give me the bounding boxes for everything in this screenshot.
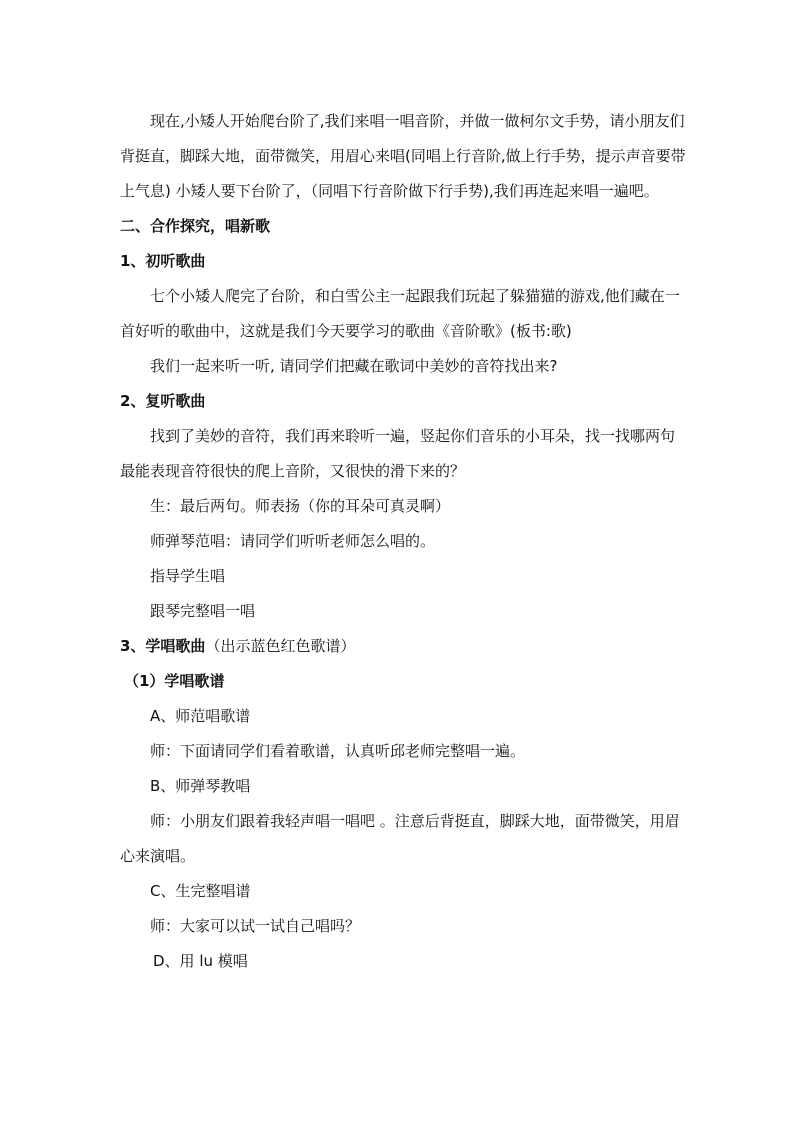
subheading-first-listen: 1、初听歌曲 [120, 252, 206, 270]
line-step-c: C、生完整唱谱 [150, 882, 251, 900]
line-step-b: B、师弹琴教唱 [150, 777, 251, 795]
subheading-learn-song-title: 3、学唱歌曲 [120, 637, 206, 655]
line-student-answer: 生：最后两句。师表扬（你的耳朵可真灵啊） [150, 497, 451, 515]
paragraph-hide-seek: 七个小矮人爬完了台阶，和白雪公主一起跟我们玩起了躲猫猫的游戏,他们藏在一首好听的歌曲中，这就是我们今天要学习的歌曲《音阶歌》(板书:歌) [120, 287, 680, 340]
document-body [120, 104, 686, 979]
paragraph-find-notes: 找到了美妙的音符，我们再来聆听一遍，竖起你们音乐的小耳朵，找一找哪两句最能表现音符很快的爬上音阶，又很快的滑下来的？ [120, 427, 676, 480]
section-heading-2: 二、合作探究，唱新歌 [120, 217, 271, 235]
line-teacher-demo: 师弹琴范唱：请同学们听听老师怎么唱的。 [150, 532, 436, 550]
line-step-a-detail: 师：下面请同学们看着歌谱，认真听邱老师完整唱一遍。 [150, 742, 526, 760]
line-full-sing: 跟琴完整唱一唱 [150, 602, 256, 620]
line-step-d: D、用 lu 模唱 [153, 952, 248, 970]
line-step-a: A、师范唱歌谱 [150, 707, 251, 725]
paragraph-listen: 我们一起来听一听, 请同学们把藏在歌词中美妙的音符找出来? [150, 357, 558, 375]
subheading-learn-score: （1）学唱歌谱 [124, 672, 225, 690]
subheading-learn-song-note: （出示蓝色红色歌谱） [205, 637, 356, 655]
subheading-second-listen: 2、复听歌曲 [120, 392, 206, 410]
subheading-learn-song [120, 629, 686, 664]
line-guide: 指导学生唱 [150, 567, 226, 585]
line-step-c-detail: 师：大家可以试一试自己唱吗？ [150, 917, 361, 935]
paragraph-step-b-detail: 师：小朋友们跟着我轻声唱一唱吧 。注意后背挺直，脚踩大地，面带微笑，用眉心来演唱。 [120, 812, 680, 865]
paragraph-intro: 现在,小矮人开始爬台阶了,我们来唱一唱音阶，并做一做柯尔文手势，请小朋友们背挺直，脚踩大地，面带微笑，用眉心来唱(同唱上行音阶,做上行手势，提示声音要带上气息) 小矮人要下台阶了，（同唱下行音阶做下行手势),我们再连起来唱一遍吧。 [120, 112, 686, 200]
